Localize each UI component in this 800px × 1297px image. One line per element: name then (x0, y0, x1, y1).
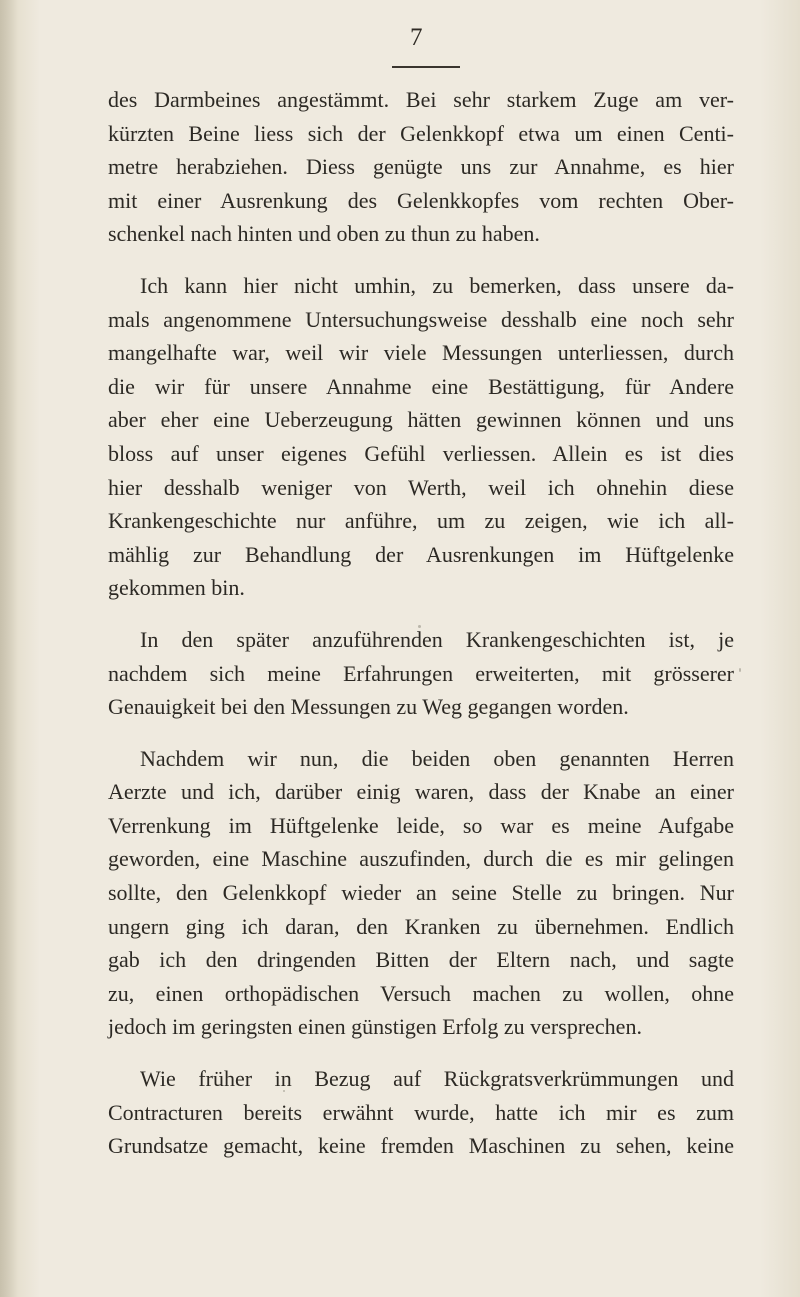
text-line: Ich kann hier nicht umhin, zu bemerken, dass unsere da- (140, 272, 734, 298)
text-line: In den später anzuführenden Krankengeschichten ist, je (140, 626, 734, 652)
text-line: aber eher eine Ueberzeugung hätten gewinnen können und uns (108, 407, 734, 433)
text-line: sollte, den Gelenkkopf wieder an seine Stelle zu bringen. Nur (108, 880, 734, 906)
paper-speck (739, 668, 741, 672)
paper-speck (283, 1090, 285, 1092)
text-line: Grundsatze gemacht, keine fremden Maschinen zu sehen, keine (108, 1133, 734, 1159)
paragraph-3 (108, 623, 734, 724)
text-line: kürzten Beine liess sich der Gelenkkopf etwa um einen Centi- (108, 120, 734, 146)
text-line: Genauigkeit bei den Messungen zu Weg gegangen worden. (108, 694, 629, 720)
text-line: bloss auf unser eigenes Gefühl verliessen. Allein es ist dies (108, 440, 734, 466)
text-line: Nachdem wir nun, die beiden oben genannten Herren (140, 745, 734, 771)
text-line: gab ich den dringenden Bitten der Eltern nach, und sagte (108, 947, 734, 973)
page-number: 7 (410, 24, 423, 51)
text-line: mit einer Ausrenkung des Gelenkkopfes vom rechten Ober- (108, 187, 734, 213)
paragraph-4 (108, 742, 734, 1044)
text-line: zu, einen orthopädischen Versuch machen zu wollen, ohne (108, 980, 734, 1006)
text-line: mangelhafte war, weil wir viele Messungen unterliessen, durch (108, 340, 734, 366)
text-line: die wir für unsere Annahme eine Bestättigung, für Andere (108, 373, 734, 399)
paragraph-1 (108, 83, 734, 251)
text-line: nachdem sich meine Erfahrungen erweiterten, mit grösserer (108, 660, 734, 686)
text-line: mals angenommene Untersuchungsweise desshalb eine noch sehr (108, 306, 734, 332)
text-line: ungern ging ich daran, den Kranken zu übernehmen. Endlich (108, 913, 734, 939)
paper-speck (418, 625, 421, 628)
text-line: mählig zur Behandlung der Ausrenkungen im Hüftgelenke (108, 541, 734, 567)
text-line: schenkel nach hinten und oben zu thun zu haben. (108, 221, 540, 247)
text-line: metre herabziehen. Diess genügte uns zur Annahme, es hier (108, 154, 734, 180)
text-line: des Darmbeines angestämmt. Bei sehr starkem Zuge am ver- (108, 87, 734, 112)
text-line: Krankengeschichte nur anführe, um zu zeigen, wie ich all- (108, 508, 734, 534)
page-number-underline (392, 66, 460, 68)
text-line: hier desshalb weniger von Werth, weil ich ohnehin diese (108, 474, 734, 500)
text-line: gekommen bin. (108, 575, 245, 601)
paragraph-2 (108, 269, 734, 605)
body-text (108, 83, 734, 1163)
text-line: Aerzte und ich, darüber einig waren, dass der Knabe an einer (108, 779, 734, 805)
page-gutter-shadow (0, 0, 18, 1297)
text-line: geworden, eine Maschine auszufinden, durch die es mir gelingen (108, 846, 734, 872)
text-line: Contracturen bereits erwähnt wurde, hatte ich mir es zum (108, 1099, 734, 1125)
paragraph-5 (108, 1062, 734, 1163)
text-line: jedoch im geringsten einen günstigen Erfolg zu versprechen. (108, 1014, 642, 1040)
text-line: Verrenkung im Hüftgelenke leide, so war es meine Aufgabe (108, 812, 734, 838)
text-line: Wie früher in Bezug auf Rückgratsverkrümmungen und (140, 1066, 734, 1092)
